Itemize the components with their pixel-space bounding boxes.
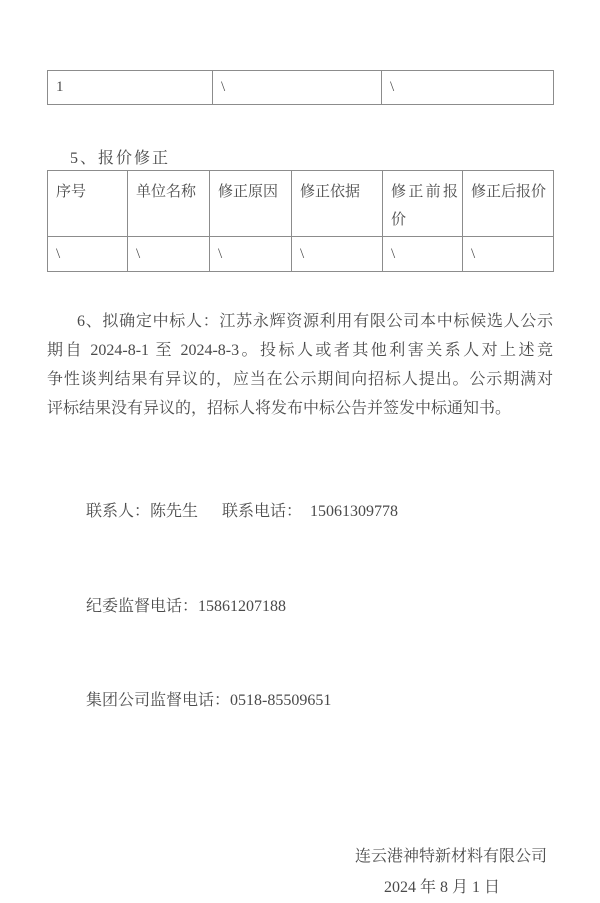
signature-block: [47, 841, 553, 903]
column-header: 修正后报价: [463, 171, 554, 237]
table-cell: 1: [48, 71, 213, 105]
table-cell: \: [48, 237, 128, 272]
table-row: [48, 71, 554, 105]
column-header: 修正依据: [292, 171, 383, 237]
column-header: 序号: [48, 171, 128, 237]
company-name: 连云港神特新材料有限公司: [354, 847, 547, 865]
contact-info: [47, 433, 553, 780]
table-cell: \: [382, 71, 554, 105]
column-header: 单位名称: [128, 171, 210, 237]
table-cell: \: [128, 237, 210, 272]
paragraph-line: 争性谈判结果有异议的，应当在公示期间向招标人提出。公示期满对: [47, 371, 553, 388]
group-phone-line: 集团公司监督电话：0518-85509651: [86, 692, 332, 709]
section6-paragraph: [47, 307, 553, 423]
column-header: 修正原因: [210, 171, 292, 237]
section5-heading: 5、报价修正: [70, 150, 171, 167]
table-cell: \: [213, 71, 382, 105]
paragraph-line: 评标结果没有异议的，招标人将发布中标公告并签发中标通知书。: [47, 400, 512, 417]
table-cell: \: [210, 237, 292, 272]
paragraph-line: 期自 2024-8-1 至 2024-8-3。投标人或者其他利害关系人对上述竞: [47, 342, 553, 359]
discipline-phone-line: 纪委监督电话：15861207188: [86, 597, 287, 615]
paragraph-line: 6、拟确定中标人：江苏永辉资源利用有限公司本中标候选人公示: [77, 313, 553, 330]
table-row: [48, 237, 554, 272]
table-header-row: [48, 171, 554, 237]
table-cell: \: [292, 237, 383, 272]
price-correction-table: [47, 170, 554, 272]
table-cell: \: [463, 237, 554, 272]
top-continuation-table: [47, 70, 554, 105]
signature-date: 2024 年 8 月 1 日: [383, 878, 500, 896]
column-header: 修正前报价: [383, 171, 463, 237]
contact-person-line: 联系人：陈先生 联系电话： 15061309778: [86, 503, 399, 520]
table-cell: \: [383, 237, 463, 272]
